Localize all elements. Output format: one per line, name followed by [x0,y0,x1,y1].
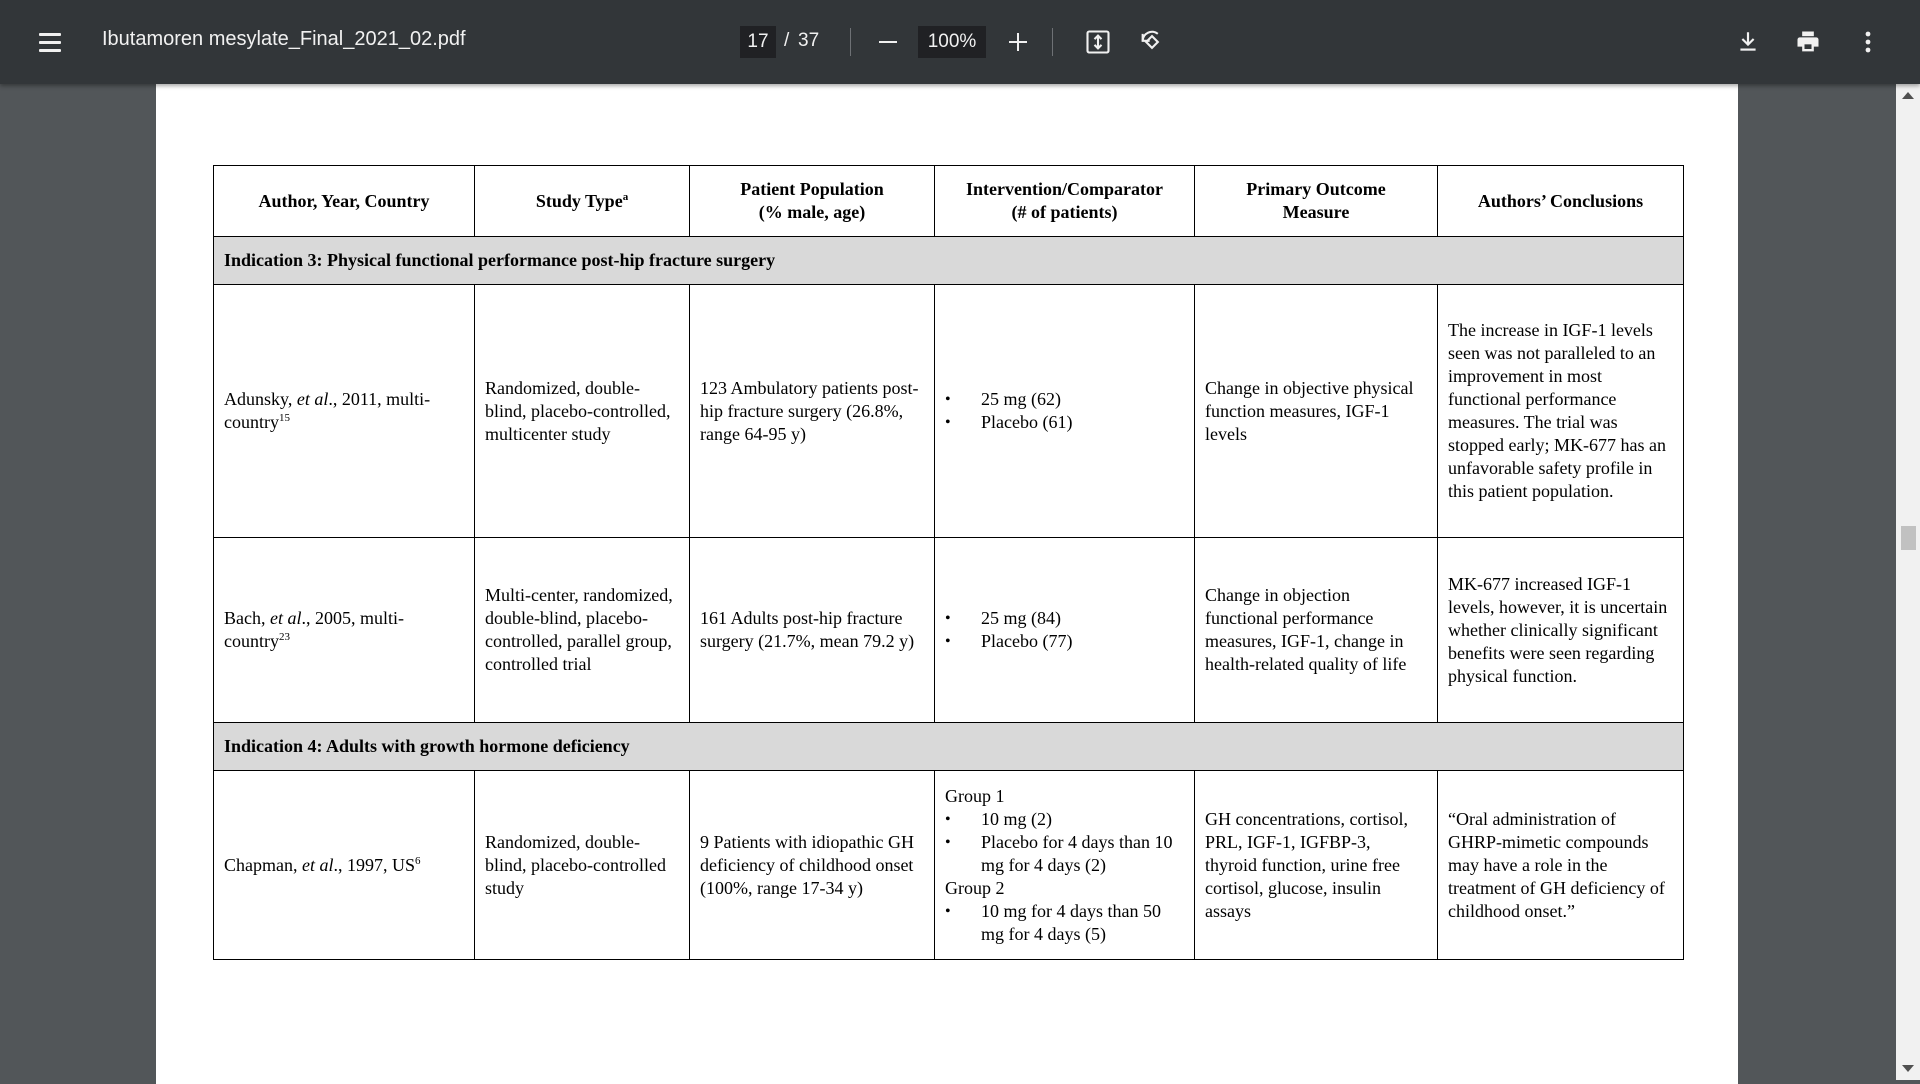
print-icon[interactable] [1790,24,1826,60]
scroll-down-arrow-icon[interactable] [1902,1065,1914,1072]
more-options-icon[interactable] [1850,24,1886,60]
page-total: 37 [798,30,820,51]
zoom-out-icon[interactable] [870,24,906,60]
cell-intervention [935,538,1195,723]
table-row [214,771,1684,960]
section-heading: Indication 3: Physical functional performance post-hip fracture surgery [214,237,1684,285]
scroll-up-arrow-icon[interactable] [1902,92,1914,99]
cell-outcome: GH concentrations, cortisol, PRL, IGF-1, IGFBP-3, thyroid function, urine free cortisol, glucose, insulin assays [1195,771,1438,960]
section-row [214,723,1684,771]
page-number-input[interactable] [740,26,776,58]
list-item: • Placebo (61) [981,411,1184,434]
cell-population: 9 Patients with idiopathic GH deficiency of childhood onset (100%, range 17-34 y) [690,771,935,960]
zoom-level-input[interactable] [918,26,986,58]
cell-study-type: Multi-center, randomized, double-blind, placebo-controlled, parallel group, controlled trial [475,538,690,723]
cell-author: Bach, et al., 2005, multi-country$^{23}$ [214,538,475,723]
cell-author: Chapman, et al., 1997, $US^6$ [214,771,475,960]
cell-outcome: Change in objection functional performance measures, IGF-1, change in health-related quality of life [1195,538,1438,723]
cell-conclusion: “Oral administration of GHRP-mimetic compounds may have a role in the treatment of GH deficiency of childhood onset.” [1438,771,1684,960]
cell-study-type: Randomized, double-blind, placebo-controlled, multicenter study [475,285,690,538]
cell-study-type: Randomized, double-blind, placebo-controlled study [475,771,690,960]
cell-author: Adunsky, et al., 2011, multi-country$^{15}$ [214,285,475,538]
table-row [214,538,1684,723]
scrollbar-thumb[interactable] [1901,526,1916,550]
cell-conclusion: The increase in IGF-1 levels seen was not paralleled to an improvement in most functional performance measures. The trial was stopped early; MK-677 has an unfavorable safety profile in this patient population. [1438,285,1684,538]
column-header-conclusions: Authors’ Conclusions [1438,166,1684,237]
cell-intervention [935,285,1195,538]
cell-conclusion: MK-677 increased IGF-1 levels, however, it is uncertain whether clinically significant benefits were seen regarding physical function. [1438,538,1684,723]
menu-icon[interactable] [32,24,68,60]
cell-population: 161 Adults post-hip fracture surgery (21.7%, mean 79.2 y) [690,538,935,723]
fit-to-page-icon[interactable] [1080,24,1116,60]
column-header-study-type: Study Type$^a$ [475,166,690,237]
toolbar-divider [1052,28,1053,56]
cell-population: 123 Ambulatory patients post-hip fracture surgery (26.8%, range 64-95 y) [690,285,935,538]
column-header-population: Patient Population (% male, age) [690,166,935,237]
download-icon[interactable] [1730,24,1766,60]
page-separator: / [784,30,790,51]
document-title: Ibutamoren mesylate_Final_2021_02.pdf [102,28,466,50]
list-item: • 10 mg (2) [981,808,1184,831]
vertical-scrollbar[interactable] [1896,84,1920,1080]
table-header-row [214,166,1684,237]
list-item: • 10 mg for 4 days than 50 mg for 4 days (5) [981,900,1184,946]
rotate-icon[interactable] [1134,24,1170,60]
section-heading: Indication 4: Adults with growth hormone deficiency [214,723,1684,771]
toolbar-divider [850,28,851,56]
pdf-toolbar [0,0,1920,84]
evidence-table [213,165,1684,960]
column-header-author: Author, Year, Country [214,166,475,237]
cell-outcome: Change in objective physical function measures, IGF-1 levels [1195,285,1438,538]
list-item: • Placebo for 4 days than 10 mg for 4 days (2) [981,831,1184,877]
pdf-page [156,84,1738,1084]
column-header-intervention: Intervention/Comparator (# of patients) [935,166,1195,237]
section-row [214,237,1684,285]
list-item: • 25 mg (84) [981,607,1184,630]
zoom-in-icon[interactable] [1000,24,1036,60]
list-item: • 25 mg (62) [981,388,1184,411]
column-header-outcome: Primary Outcome Measure [1195,166,1438,237]
list-item: • Placebo (77) [981,630,1184,653]
table-row [214,285,1684,538]
group-label: Group 2 [945,877,1005,898]
group-label: Group 1 [945,785,1005,806]
cell-intervention [935,771,1195,960]
